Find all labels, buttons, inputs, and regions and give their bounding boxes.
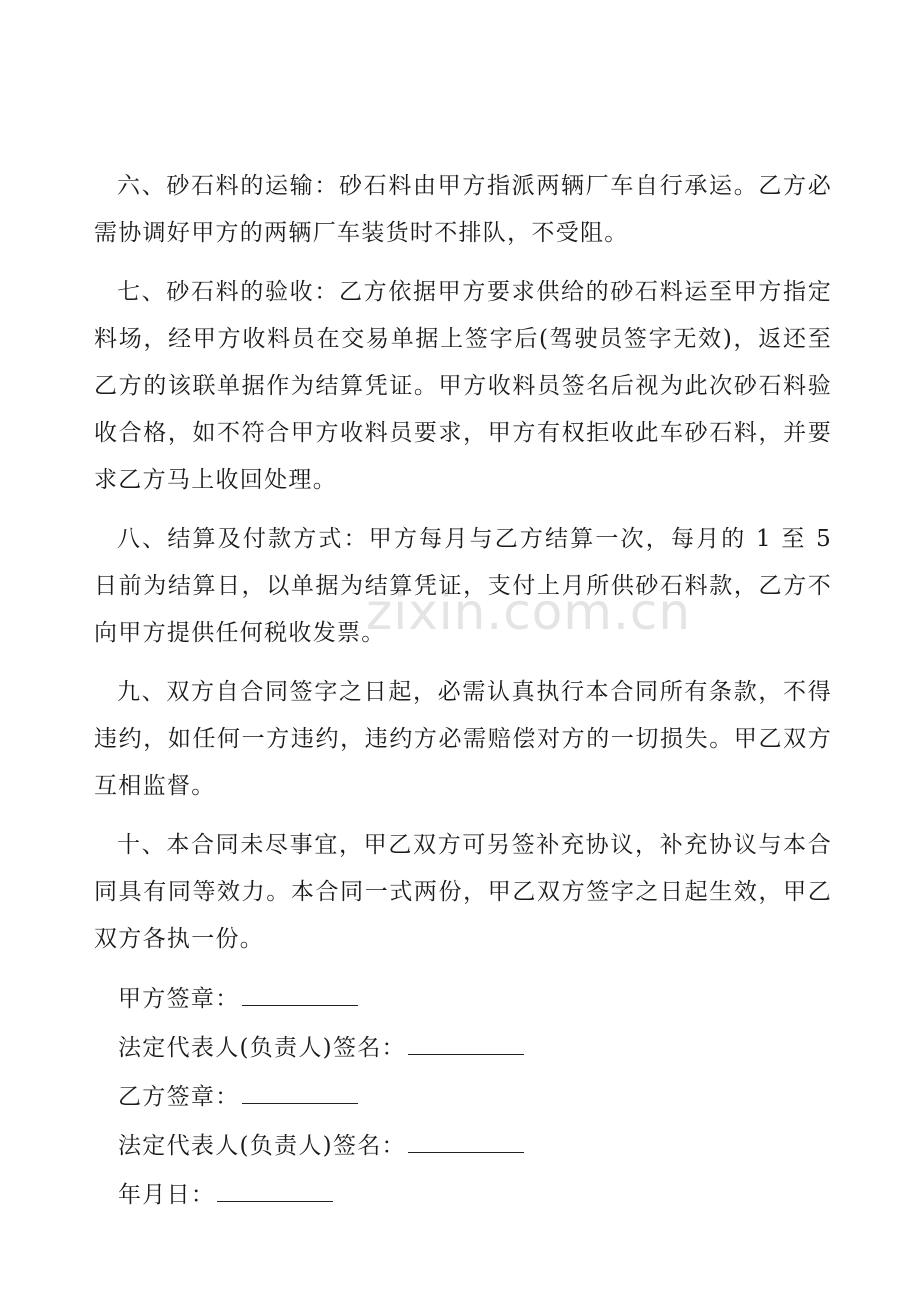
party-a-representative-label: 法定代表人(负责人)签名：	[118, 1035, 406, 1061]
date-label: 年月日：	[118, 1182, 216, 1208]
party-b-representative-label: 法定代表人(负责人)签名：	[118, 1133, 406, 1159]
clause-10-supplementary: 十、本合同未尽事宜，甲乙双方可另签补充协议，补充协议与本合同具有同等效力。本合同一式两份，甲乙双方签字之日起生效，甲乙双方各执一份。	[94, 832, 832, 952]
party-b-representative-blank[interactable]	[408, 1130, 524, 1153]
date-line	[94, 1171, 832, 1220]
clause-8-settlement: 八、结算及付款方式：甲方每月与乙方结算一次，每月的 1 至 5 日前为结算日，以单据为结算凭证，支付上月所供砂石料款，乙方不向甲方提供任何税收发票。	[94, 526, 832, 646]
clause-6-transport: 六、砂石料的运输：砂石料由甲方指派两辆厂车自行承运。乙方必需协调好甲方的两辆厂车装货时不排队，不受阻。	[94, 173, 832, 246]
document-body	[94, 163, 832, 1220]
clause-9-obligations: 九、双方自合同签字之日起，必需认真执行本合同所有条款，不得违约，如任何一方违约，违约方必需赔偿对方的一切损失。甲乙双方互相监督。	[94, 679, 832, 799]
party-a-representative-blank[interactable]	[408, 1032, 524, 1055]
party-a-representative-line	[94, 1024, 832, 1073]
party-b-representative-line	[94, 1122, 832, 1171]
date-blank[interactable]	[217, 1179, 333, 1202]
party-a-seal-blank[interactable]	[242, 983, 358, 1006]
party-a-seal-line	[94, 975, 832, 1024]
clause-7-acceptance: 七、砂石料的验收：乙方依据甲方要求供给的砂石料运至甲方指定料场，经甲方收料员在交易单据上签字后(驾驶员签字无效)，返还至乙方的该联单据作为结算凭证。甲方收料员签名后视为此次砂石料验收合格，如不符合甲方收料员要求，甲方有权拒收此车砂石料，并要求乙方马上收回处理。	[94, 279, 832, 493]
party-b-seal-line	[94, 1073, 832, 1122]
party-b-seal-blank[interactable]	[242, 1081, 358, 1104]
party-a-seal-label: 甲方签章：	[118, 986, 240, 1012]
watermark-text: zixin.com.cn	[366, 583, 692, 641]
party-b-seal-label: 乙方签章：	[118, 1084, 240, 1110]
